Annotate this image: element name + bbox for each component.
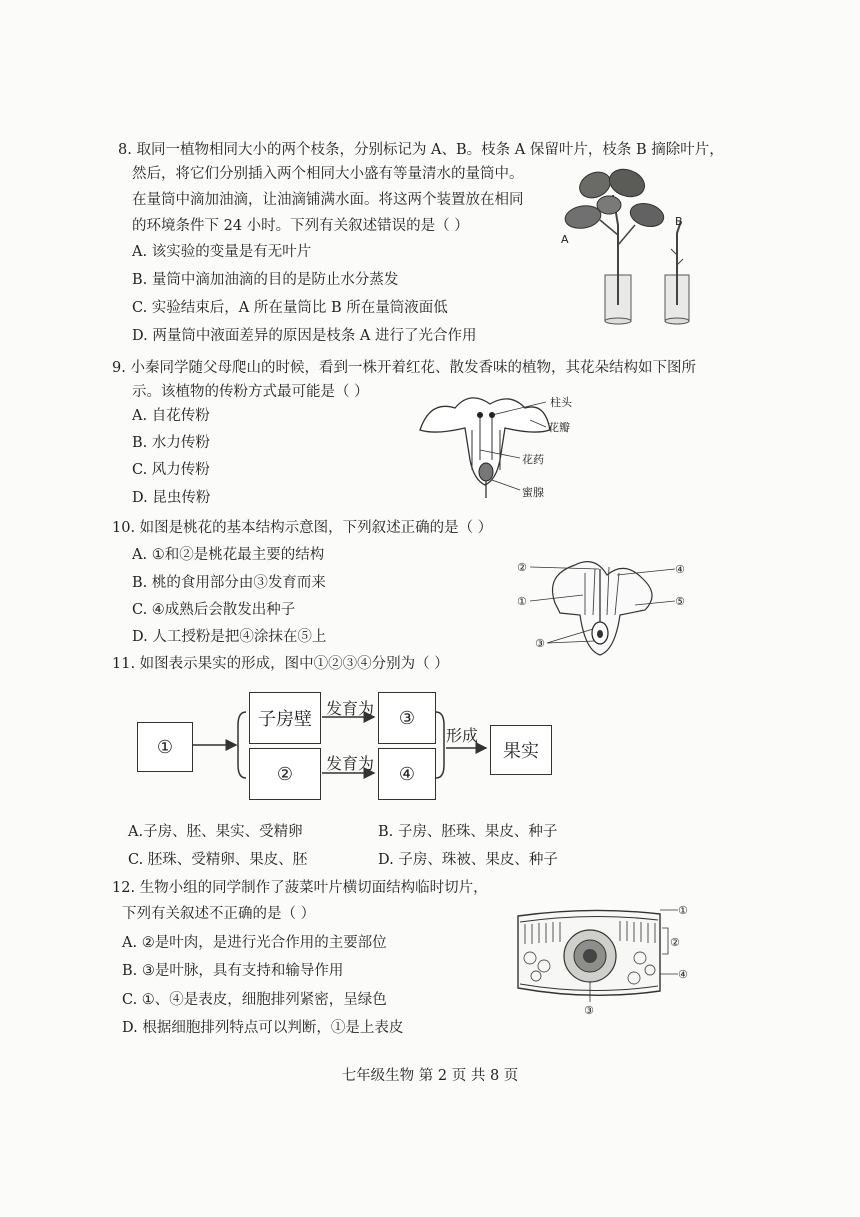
q12-option-b: B. ③是叶脉，具有支持和输导作用 <box>122 963 344 979</box>
q9-stem-line2: 示。该植物的传粉方式最可能是（ ） <box>132 384 369 400</box>
q9-option-a: A. 自花传粉 <box>132 408 210 424</box>
q8-stem-line1: 8. 取同一植物相同大小的两个枝条，分别标记为 A、B。枝条 A 保留叶片，枝条 B 摘除叶片， <box>118 142 724 158</box>
q8-label-b: B <box>675 215 683 228</box>
q10-label-1: ① <box>517 595 527 608</box>
q12-option-c: C. ①、④是表皮，细胞排列紧密，呈绿色 <box>122 992 387 1008</box>
q11-option-a: A.子房、胚、果实、受精卵 <box>128 824 303 840</box>
q11-stem: 11. 如图表示果实的形成，图中①②③④分别为（ ） <box>112 656 449 672</box>
q8-option-c: C. 实验结束后，A 所在量筒比 B 所在量筒液面低 <box>132 300 448 316</box>
flow-box-4: ④ <box>378 748 436 800</box>
q8-stem-line4: 的环境条件下 24 小时。下列有关叙述错误的是（ ） <box>132 218 469 234</box>
q11-option-d: D. 子房、珠被、果皮、种子 <box>378 852 558 868</box>
q12-label-4: ④ <box>678 968 688 981</box>
flow-box-3: ③ <box>378 692 436 744</box>
q8-option-a: A. 该实验的变量是有无叶片 <box>132 244 312 260</box>
q8-option-b: B. 量筒中滴加油滴的目的是防止水分蒸发 <box>132 272 399 288</box>
flow-box-2: ② <box>249 748 321 800</box>
q11-option-b: B. 子房、胚珠、果皮、种子 <box>378 824 558 840</box>
flow-box-ovary-wall: 子房壁 <box>249 692 321 744</box>
q10-label-2: ② <box>517 561 527 574</box>
page-footer: 七年级生物 第 2 页 共 8 页 <box>341 1068 519 1084</box>
q12-leaf-section-figure <box>510 896 710 1021</box>
q12-option-a: A. ②是叶肉，是进行光合作用的主要部位 <box>122 935 387 951</box>
q12-stem-line2: 下列有关叙述不正确的是（ ） <box>122 906 316 922</box>
flow-label-develop-1: 发育为 <box>326 699 375 718</box>
q8-label-a: A <box>561 233 569 246</box>
q8-stem-line3: 在量筒中滴加油滴，让油滴铺满水面。将这两个装置放在相同 <box>132 192 524 208</box>
q10-option-c: C. ④成熟后会散发出种子 <box>132 602 296 618</box>
q9-label-petal: 花瓣 <box>548 421 570 434</box>
q9-label-anther: 花药 <box>522 453 544 466</box>
q9-label-nectary: 蜜腺 <box>522 486 544 499</box>
q9-option-c: C. 风力传粉 <box>132 462 210 478</box>
q10-label-3: ③ <box>535 637 545 650</box>
q12-label-3: ③ <box>584 1004 594 1017</box>
flow-box-fruit: 果实 <box>490 725 552 775</box>
q8-option-d: D. 两量筒中液面差异的原因是枝条 A 进行了光合作用 <box>132 328 477 344</box>
q9-option-d: D. 昆虫传粉 <box>132 490 211 506</box>
q12-label-2: ② <box>670 936 680 949</box>
q12-stem-line1: 12. 生物小组的同学制作了菠菜叶片横切面结构临时切片， <box>112 880 488 896</box>
q12-option-d: D. 根据细胞排列特点可以判断，①是上表皮 <box>122 1020 404 1036</box>
q11-option-c: C. 胚珠、受精卵、果皮、胚 <box>128 852 308 868</box>
q10-label-5: ⑤ <box>675 595 685 608</box>
flow-box-1: ① <box>137 722 193 772</box>
flow-label-form: 形成 <box>446 726 479 745</box>
q10-label-4: ④ <box>675 563 685 576</box>
q10-option-a: A. ①和②是桃花最主要的结构 <box>132 547 325 563</box>
q9-option-b: B. 水力传粉 <box>132 435 210 451</box>
q10-option-b: B. 桃的食用部分由③发育而来 <box>132 575 326 591</box>
q12-label-1: ① <box>678 904 688 917</box>
q8-stem-line2: 然后，将它们分别插入两个相同大小盛有等量清水的量筒中。 <box>132 166 524 182</box>
flow-label-develop-2: 发育为 <box>326 754 375 773</box>
q10-option-d: D. 人工授粉是把④涂抹在⑤上 <box>132 629 327 645</box>
q10-stem: 10. 如图是桃花的基本结构示意图，下列叙述正确的是（ ） <box>112 520 493 536</box>
q9-stem-line1: 9. 小秦同学随父母爬山的时候，看到一株开着红花、散发香味的植物，其花朵结构如下图所 <box>112 360 696 376</box>
q9-label-stigma: 柱头 <box>550 396 572 409</box>
